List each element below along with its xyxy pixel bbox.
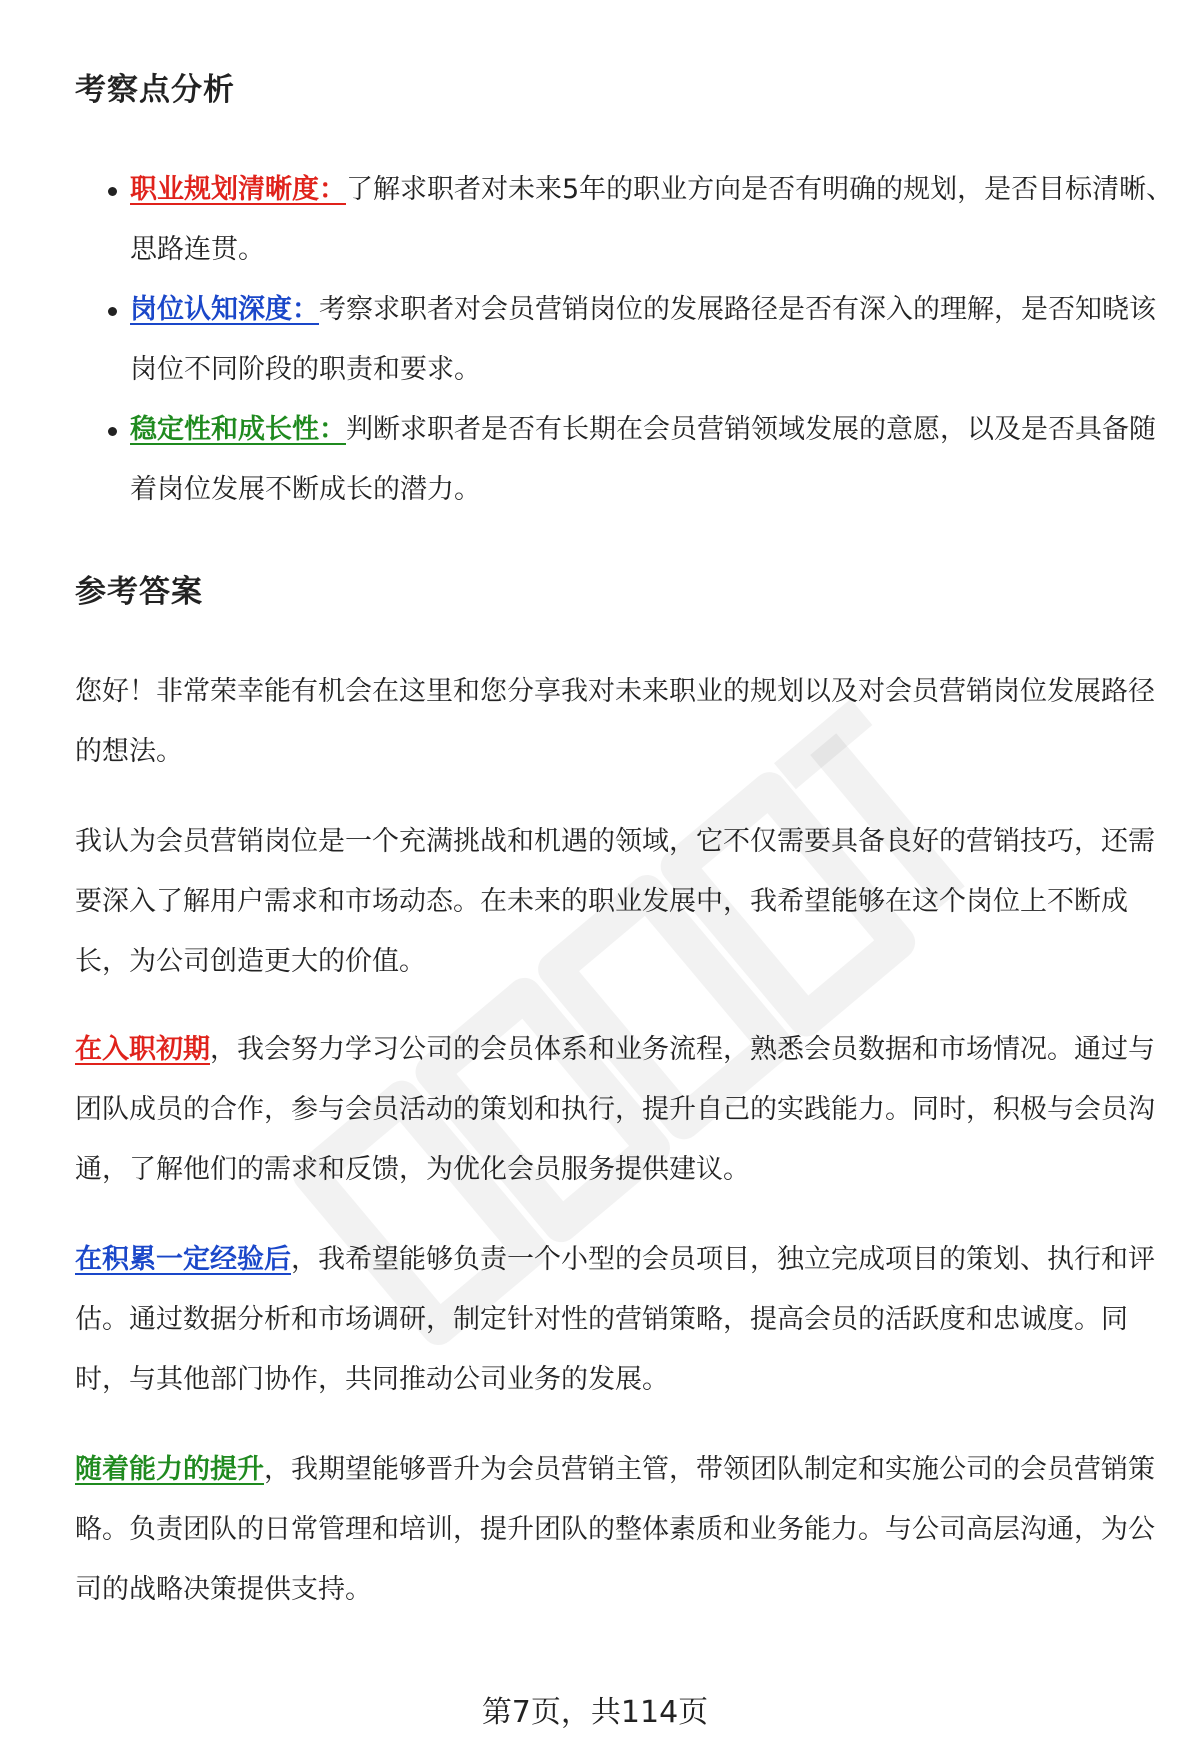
paragraph-text: ，我会努力学习公司的会员体系和业务流程，熟悉会员数据和市场情况。通过与团队成员的合作，参与会员活动的策划和执行，提升自己的实践能力。同时，积极与会员沟通，了解他们的需求和反馈，为优化会员服务提供建议。 (75, 1034, 1155, 1185)
bullet-dot-icon (108, 307, 117, 316)
bullet-dot-icon (108, 427, 117, 436)
keyword-early-stage: 在入职初期 (75, 1034, 210, 1065)
answer-stage-ability-paragraph (75, 1440, 1165, 1620)
list-item (75, 160, 1175, 280)
section-heading-answer: 参考答案 (75, 574, 203, 610)
list-item (75, 400, 1175, 520)
section-heading-analysis: 考察点分析 (75, 72, 235, 108)
keyword-experienced-stage: 在积累一定经验后 (75, 1244, 291, 1275)
keyword-role-understanding: 岗位认知深度： (130, 294, 319, 325)
analysis-bullet-list (75, 160, 1175, 520)
bullet-dot-icon (108, 187, 117, 196)
answer-view-paragraph: 我认为会员营销岗位是一个充满挑战和机遇的领域，它不仅需要具备良好的营销技巧，还需要深入了解用户需求和市场动态。在未来的职业发展中，我希望能够在这个岗位上不断成长，为公司创造更大的价值。 (75, 826, 1155, 977)
bullet-text: 考察求职者对会员营销岗位的发展路径是否有深入的理解，是否知晓该岗位不同阶段的职责和要求。 (130, 294, 1156, 385)
page-number-footer: 第7页，共114页 (481, 1695, 709, 1730)
paragraph-text: ，我期望能够晋升为会员营销主管，带领团队制定和实施公司的会员营销策略。负责团队的日常管理和培训，提升团队的整体素质和业务能力。与公司高层沟通，为公司的战略决策提供支持。 (75, 1454, 1155, 1605)
keyword-ability-stage: 随着能力的提升 (75, 1454, 264, 1485)
bullet-text: 判断求职者是否有长期在会员营销领域发展的意愿，以及是否具备随着岗位发展不断成长的潜力。 (130, 414, 1156, 505)
answer-greeting-paragraph: 您好！非常荣幸能有机会在这里和您分享我对未来职业的规划以及对会员营销岗位发展路径的想法。 (75, 676, 1155, 767)
paragraph-text: ，我希望能够负责一个小型的会员项目，独立完成项目的策划、执行和评估。通过数据分析和市场调研，制定针对性的营销策略，提高会员的活跃度和忠诚度。同时，与其他部门协作，共同推动公司业务的发展。 (75, 1244, 1155, 1395)
bullet-text: 了解求职者对未来5年的职业方向是否有明确的规划，是否目标清晰、思路连贯。 (130, 174, 1174, 265)
answer-stage-early-paragraph (75, 1020, 1165, 1200)
keyword-stability-growth: 稳定性和成长性： (130, 414, 346, 445)
answer-stage-experience-paragraph (75, 1230, 1165, 1410)
list-item (75, 280, 1175, 400)
keyword-career-planning: 职业规划清晰度： (130, 174, 346, 205)
